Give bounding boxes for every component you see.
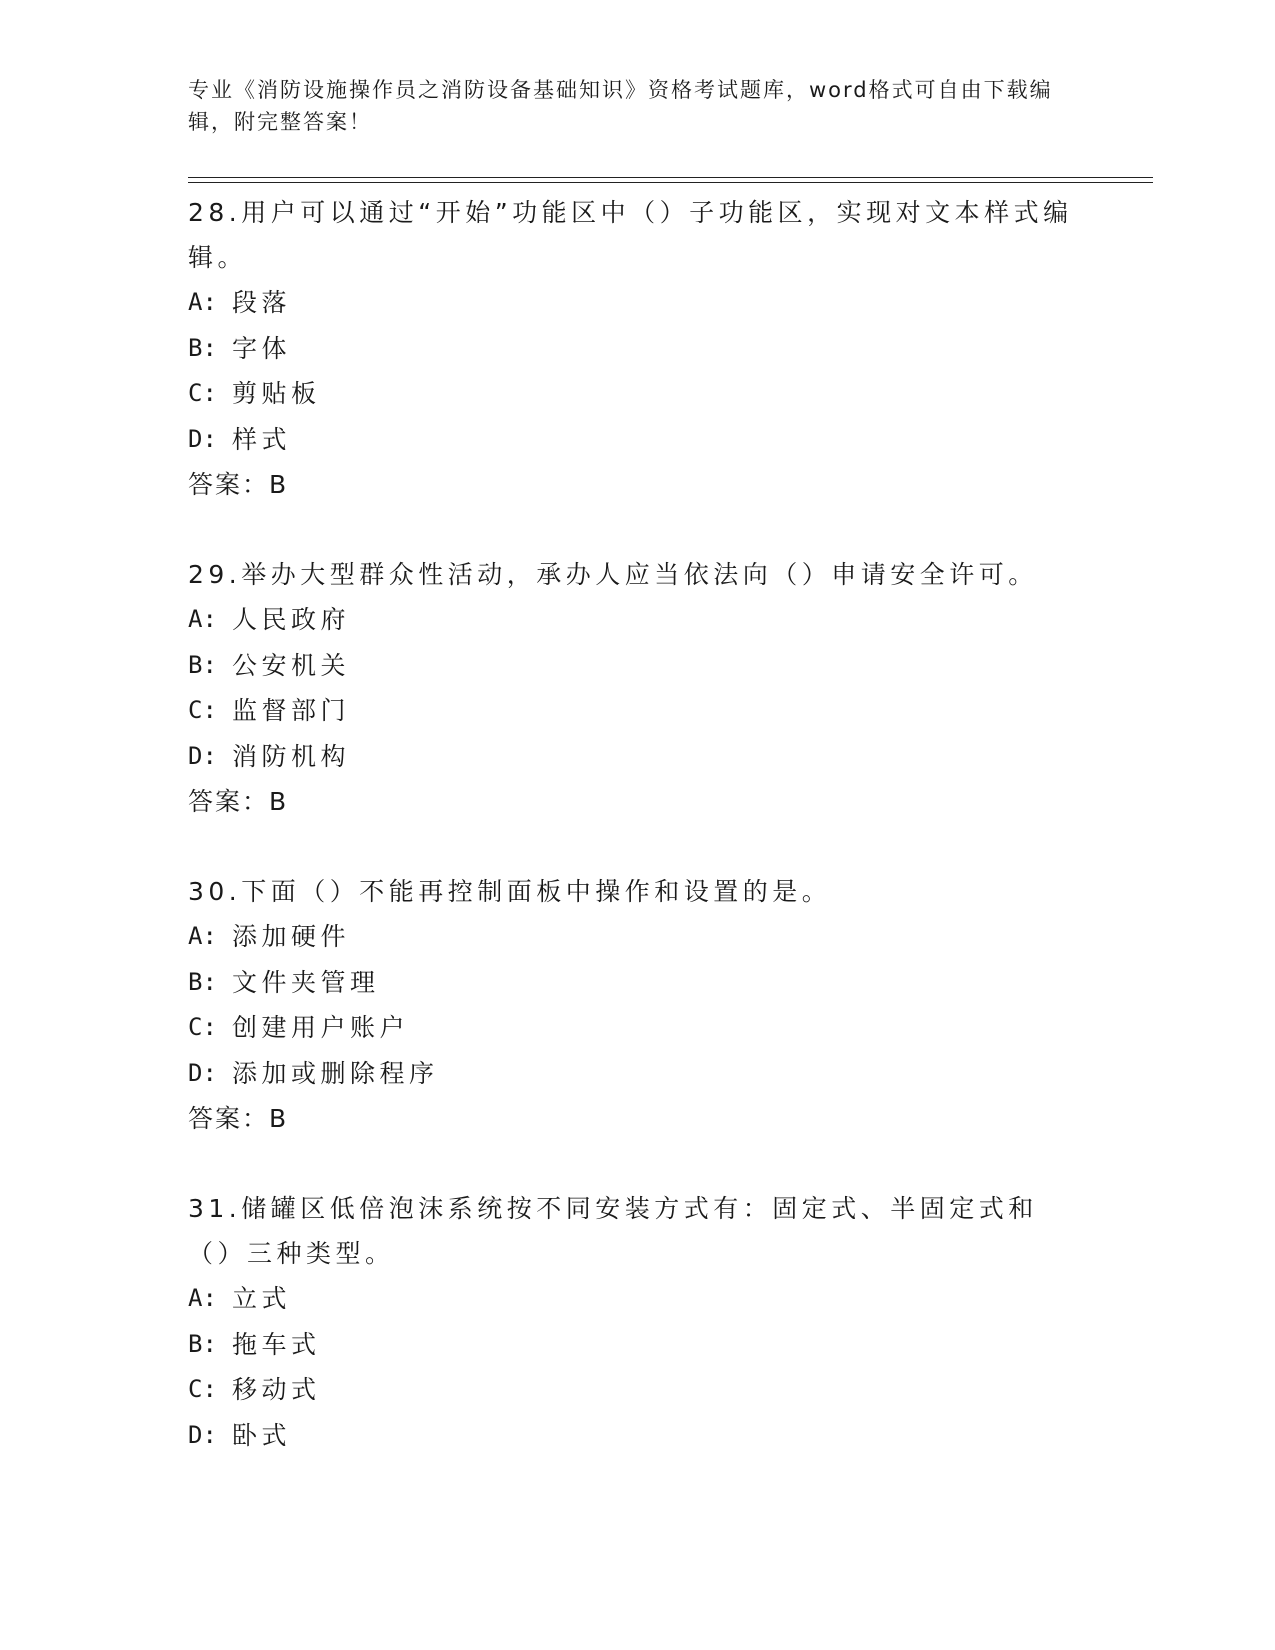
option-letter: B: xyxy=(188,333,217,362)
option-text: 文件夹管理 xyxy=(232,967,380,997)
option-letter: A: xyxy=(188,288,217,316)
option-text: 添加硬件 xyxy=(232,922,351,951)
option-letter: C: xyxy=(188,1375,217,1403)
option-text: 字体 xyxy=(232,333,292,363)
question-number: 28. xyxy=(188,198,242,227)
header-divider-top xyxy=(188,177,1153,178)
question-31 xyxy=(188,1186,1088,1458)
answer-line: 答案：B xyxy=(188,787,289,816)
question-stem: 下面（）不能再控制面板中操作和设置的是。 xyxy=(241,877,832,906)
option-letter: B: xyxy=(188,650,217,679)
option-text: 立式 xyxy=(232,1284,292,1313)
option-text: 创建用户账户 xyxy=(232,1013,410,1042)
option-letter: D: xyxy=(188,1058,217,1087)
header-divider-bottom xyxy=(188,182,1153,183)
option-text: 监督部门 xyxy=(232,696,351,725)
option-text: 样式 xyxy=(232,424,292,454)
option-d xyxy=(188,417,1088,463)
option-letter: B: xyxy=(188,967,217,996)
option-text: 移动式 xyxy=(232,1375,321,1404)
option-letter: D: xyxy=(188,741,217,770)
question-text xyxy=(188,869,1078,914)
question-stem: 储罐区低倍泡沫系统按不同安装方式有：固定式、半固定式和（）三种类型。 xyxy=(188,1194,1038,1268)
option-letter: A: xyxy=(188,605,217,633)
option-d xyxy=(188,1051,1088,1097)
question-list xyxy=(188,190,1088,1503)
option-text: 卧式 xyxy=(232,1420,292,1450)
option-b xyxy=(188,1322,1088,1368)
question-29 xyxy=(188,552,1088,824)
option-letter: D: xyxy=(188,1420,217,1449)
option-b xyxy=(188,643,1088,689)
question-text xyxy=(188,552,1078,597)
option-a xyxy=(188,1276,1088,1322)
option-b xyxy=(188,960,1088,1006)
option-letter: C: xyxy=(188,1013,217,1041)
option-c xyxy=(188,1367,1088,1413)
question-number: 30. xyxy=(188,877,242,906)
option-letter: C: xyxy=(188,379,217,407)
option-c xyxy=(188,688,1088,734)
answer-line: 答案：B xyxy=(188,1104,289,1133)
question-30 xyxy=(188,869,1088,1141)
option-letter: A: xyxy=(188,922,217,950)
answer-line: 答案：B xyxy=(188,470,289,499)
option-b xyxy=(188,326,1088,372)
option-a xyxy=(188,597,1088,643)
question-text xyxy=(188,190,1078,280)
option-text: 添加或删除程序 xyxy=(232,1058,439,1088)
option-c xyxy=(188,1005,1088,1051)
option-letter: D: xyxy=(188,424,217,453)
option-text: 段落 xyxy=(232,288,292,317)
question-stem: 举办大型群众性活动，承办人应当依法向（）申请安全许可。 xyxy=(241,560,1038,589)
option-c xyxy=(188,371,1088,417)
option-text: 人民政府 xyxy=(232,605,351,634)
question-28 xyxy=(188,190,1088,507)
option-a xyxy=(188,280,1088,326)
option-letter: B: xyxy=(188,1329,217,1358)
question-stem: 用户可以通过“开始”功能区中（）子功能区，实现对文本样式编辑。 xyxy=(188,198,1073,272)
option-letter: A: xyxy=(188,1284,217,1312)
option-d xyxy=(188,734,1088,780)
option-letter: C: xyxy=(188,696,217,724)
question-number: 29. xyxy=(188,560,242,589)
option-d xyxy=(188,1413,1088,1459)
question-number: 31. xyxy=(188,1194,242,1223)
option-text: 公安机关 xyxy=(232,650,351,680)
option-text: 拖车式 xyxy=(232,1329,321,1359)
option-text: 消防机构 xyxy=(232,741,351,771)
question-text xyxy=(188,1186,1078,1276)
document-header: 专业《消防设施操作员之消防设备基础知识》资格考试题库，word格式可自由下载编辑，附完整答案！ xyxy=(188,78,1053,134)
option-text: 剪贴板 xyxy=(232,379,321,408)
option-a xyxy=(188,914,1088,960)
